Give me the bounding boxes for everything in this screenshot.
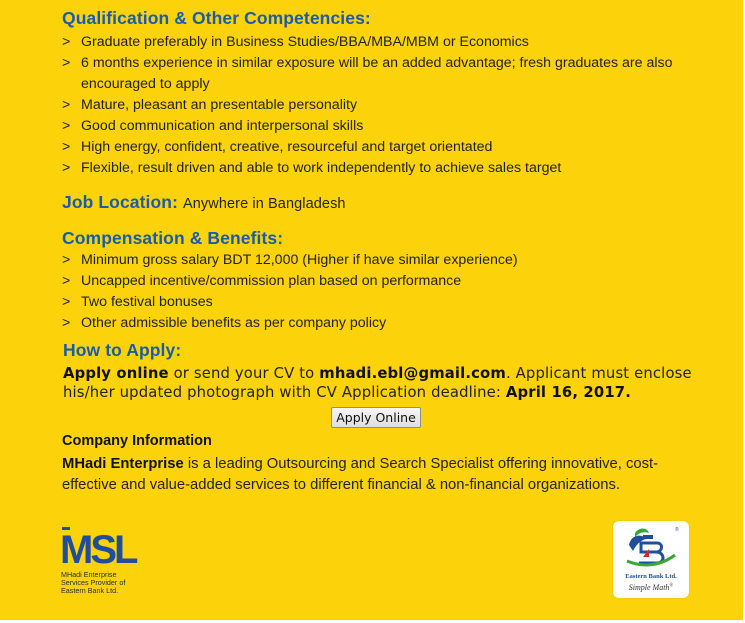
eastern-bank-logo [613, 521, 689, 598]
ebl-name: Eastern Bank Ltd. [625, 573, 677, 580]
how-to-apply-heading: How to Apply: [63, 340, 182, 360]
bullet-icon: > [62, 273, 71, 289]
list-item: > Graduate preferably in Business Studies/BBA/MBA/MBM or Economics [62, 32, 722, 53]
bullet-icon: > [62, 252, 71, 268]
list-item: > Uncapped incentive/commission plan based on performance [62, 271, 722, 292]
list-item: > High energy, confident, creative, resourceful and target orientated [62, 137, 722, 158]
list-item: > Good communication and interpersonal skills [62, 116, 722, 137]
ebl-emblem-icon [613, 521, 689, 573]
apply-online-link[interactable]: Apply online [63, 365, 169, 382]
email-link[interactable]: mhadi.ebl@gmail.com [319, 365, 506, 382]
bullet-icon: > [62, 294, 71, 310]
compensation-heading: Compensation & Benefits: [62, 228, 284, 248]
list-item: > Two festival bonuses [62, 292, 722, 313]
job-location-heading: Job Location: [62, 192, 179, 212]
bullet-icon: > [62, 118, 71, 134]
job-location [62, 192, 346, 213]
qualification-list [62, 32, 722, 179]
compensation-list [62, 250, 722, 334]
deadline: April 16, 2017. [505, 384, 631, 401]
company-info-title: Company Information [62, 433, 212, 449]
bullet-icon: > [62, 139, 71, 155]
list-item: > 6 months experience in similar exposure will be an added advantage; fresh graduates are also encouraged to apply [62, 55, 673, 92]
svg-text:MSL: MSL [60, 528, 136, 572]
bullet-icon: > [62, 160, 71, 176]
apply-instructions: Apply online or send your CV to mhadi.ebl@gmail.com. Applicant must enclose his/her updated photograph with CV Application deadline: April 16, 2017. [63, 365, 692, 401]
list-item: > Flexible, result driven and able to work independently to achieve sales target [62, 158, 722, 179]
job-location-value: Anywhere in Bangladesh [182, 196, 346, 212]
list-item: > Other admissible benefits as per company policy [62, 313, 722, 334]
bullet-icon: > [62, 55, 71, 71]
apply-online-button[interactable]: Apply Online [331, 407, 421, 428]
company-description: MHadi Enterprise is a leading Outsourcing and Search Specialist offering innovative, cost-effective and value-added services to different financial & non-financial organizations. [62, 456, 659, 493]
ebl-tagline: Simple Math® [628, 583, 674, 592]
bullet-icon: > [62, 34, 71, 50]
svg-text:®: ® [675, 527, 679, 533]
msl-caption: MHadi Enterprise Services Provider of Eastern Bank Ltd. [61, 570, 126, 595]
qualification-heading: Qualification & Other Competencies: [62, 8, 371, 28]
list-item: > Mature, pleasant an presentable personality [62, 95, 722, 116]
company-name: MHadi Enterprise [62, 456, 184, 472]
bullet-icon: > [62, 97, 71, 113]
bullet-icon: > [62, 315, 71, 331]
list-item: > Minimum gross salary BDT 12,000 (Higher if have similar experience) [62, 250, 722, 271]
